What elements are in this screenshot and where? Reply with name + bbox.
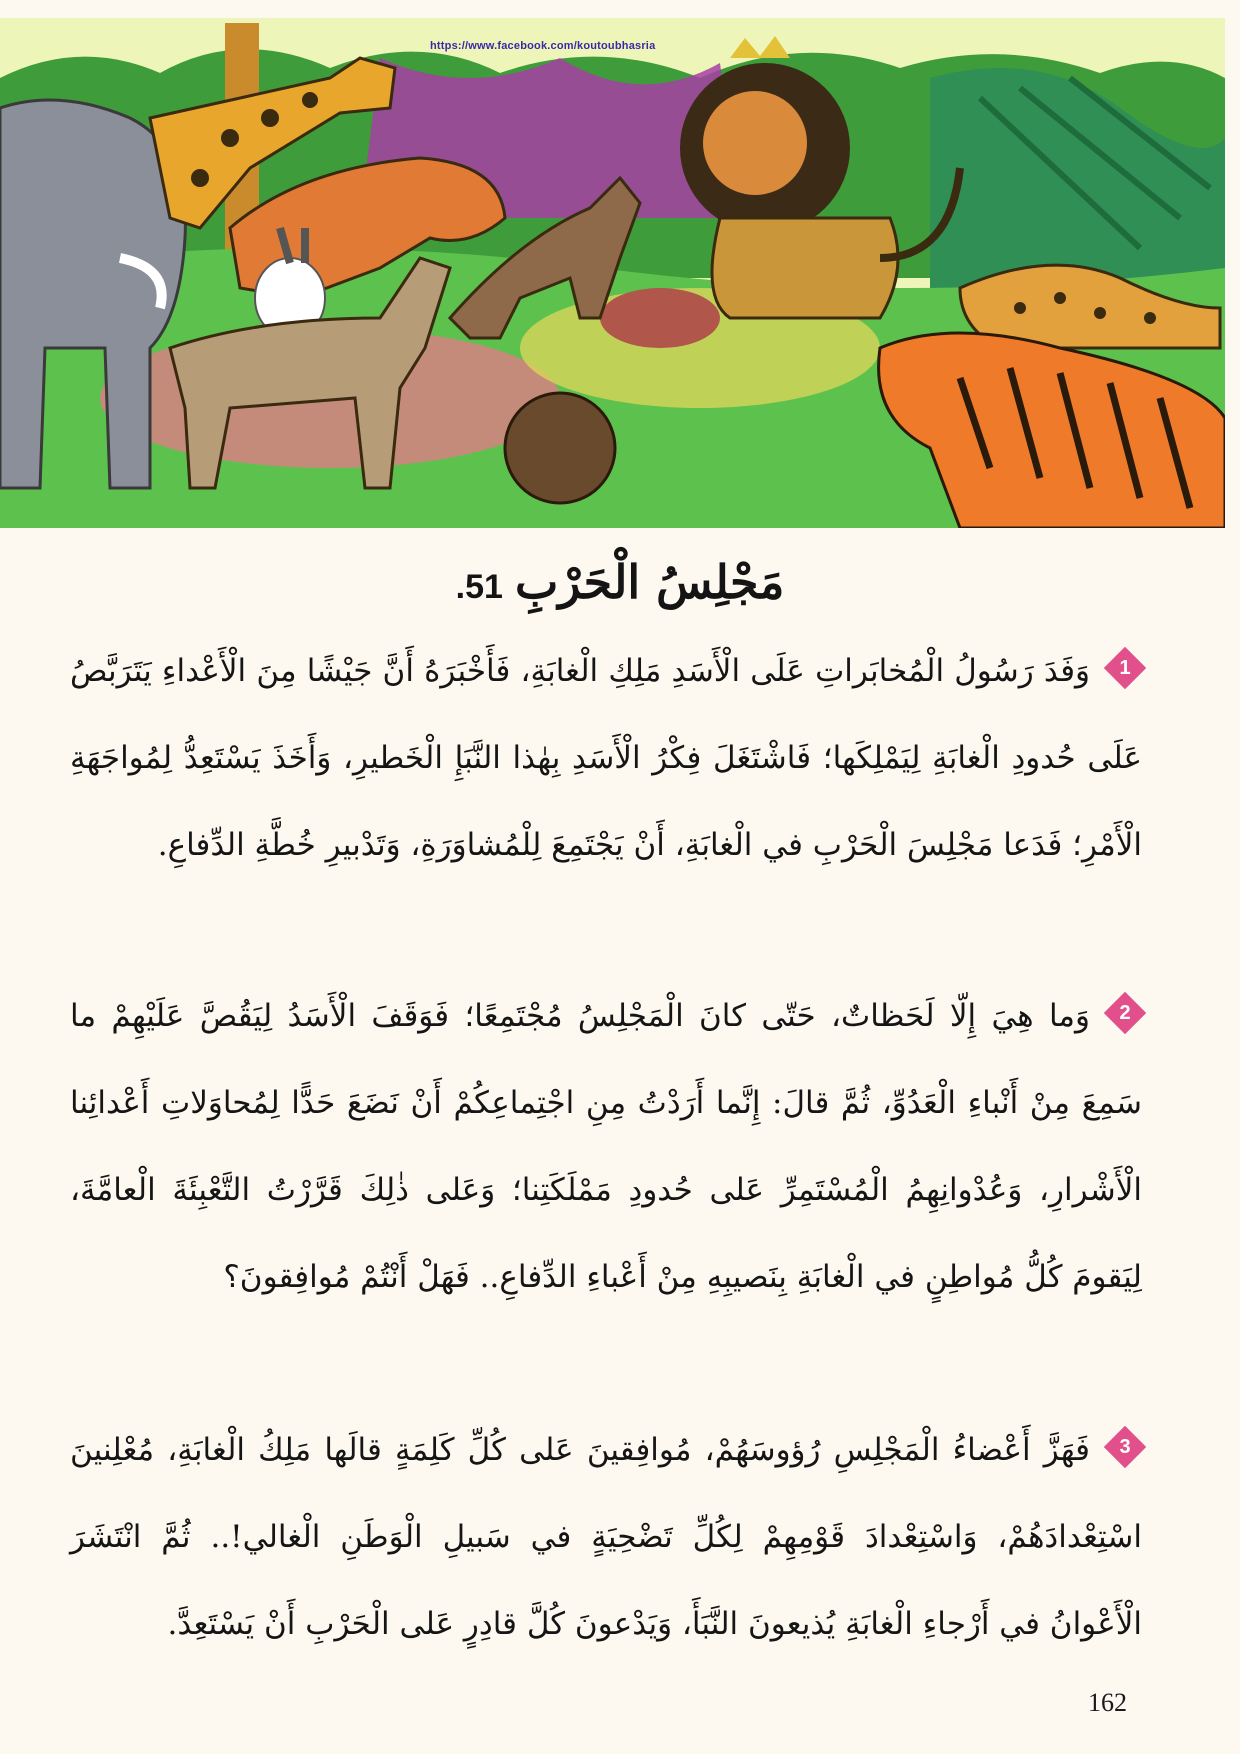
lion-body: [712, 218, 898, 318]
lesson-heading: [0, 555, 1240, 609]
illustration-artwork: [0, 18, 1225, 528]
monkey: [505, 393, 615, 503]
lion-face: [703, 91, 807, 195]
watermark-url: https://www.facebook.com/koutoubhasria: [430, 40, 656, 52]
paragraph-marker-number: 3: [1119, 1436, 1131, 1458]
paragraph-marker: [1108, 651, 1142, 685]
jungle-council-illustration: [0, 18, 1225, 528]
paragraph-text: فَهَزَّ أَعْضاءُ الْمَجْلِسِ رُؤوسَهُمْ، مُوافِقينَ عَلى كُلِّ كَلِمَةٍ قالَها مَلِكُ الْغابَةِ، مُعْلِنينَ اسْتِعْدادَهُمْ، وَاسْتِعْدادَ قَوْمِهِمْ لِكُلِّ تَضْحِيَةٍ في سَبيلِ الْوَطَنِ الْغالي!.. ثُمَّ انْتَشَرَ الْأَعْوانُ في أَرْجاءِ الْغابَةِ يُذيعونَ النَّبَأَ، وَيَدْعونَ كُلَّ قادِرٍ عَلى الْحَرْبِ أَنْ يَسْتَعِدَّ.: [70, 1432, 1142, 1642]
paragraph-marker-number: 2: [1119, 1002, 1131, 1024]
paragraph-text: وَما هِيَ إِلّا لَحَظاتٌ، حَتّى كانَ الْمَجْلِسُ مُجْتَمِعًا؛ فَوَقَفَ الْأَسَدُ لِيَقُصَّ عَلَيْهِمْ ما سَمِعَ مِنْ أَنْباءِ الْعَدُوِّ، ثُمَّ قالَ: إِنَّما أَرَدْتُ مِنِ اجْتِماعِكُمْ أَنْ نَضَعَ حَدًّا لِمُحاوَلاتِ أَعْدائِنا الْأَشْرارِ، وَعُدْوانِهِمُ الْمُسْتَمِرِّ عَلى حُدودِ مَمْلَكَتِنا؛ وَعَلى ذٰلِكَ قَرَّرْتُ التَّعْبِئَةَ الْعامَّةَ، لِيَقومَ كُلُّ مُواطِنٍ في الْغابَةِ بِنَصيبِهِ مِنْ أَعْباءِ الدِّفاعِ.. فَهَلْ أَنْتُمْ مُوافِقونَ؟: [70, 998, 1142, 1295]
lesson-number: 51.: [455, 568, 503, 606]
page-number: 162: [1088, 1688, 1127, 1717]
paragraph-marker: [1108, 996, 1142, 1030]
paragraph-marker: [1108, 1430, 1142, 1464]
paragraph-text: وَفَدَ رَسُولُ الْمُخابَراتِ عَلَى الْأَسَدِ مَلِكِ الْغابَةِ، فَأَخْبَرَهُ أَنَّ جَيْشًا مِنَ الْأَعْداءِ يَتَرَبَّصُ عَلَى حُدودِ الْغابَةِ لِيَمْلِكَها؛ فَاشْتَغَلَ فِكْرُ الْأَسَدِ بِهٰذا النَّبَإِ الْخَطيرِ، وَأَخَذَ يَسْتَعِدُّ لِمُواجَهَةِ الْأَمْرِ؛ فَدَعا مَجْلِسَ الْحَرْبِ في الْغابَةِ، أَنْ يَجْتَمِعَ لِلْمُشاوَرَةِ، وَتَدْبيرِ خُطَّةِ الدِّفاعِ.: [70, 653, 1142, 863]
paragraph-2: [70, 973, 1142, 1321]
lesson-title: مَجْلِسُ الْحَرْبِ: [514, 555, 785, 609]
paragraph-1: [70, 628, 1142, 889]
paragraph-marker-number: 1: [1119, 657, 1131, 679]
paragraph-3: [70, 1407, 1142, 1668]
